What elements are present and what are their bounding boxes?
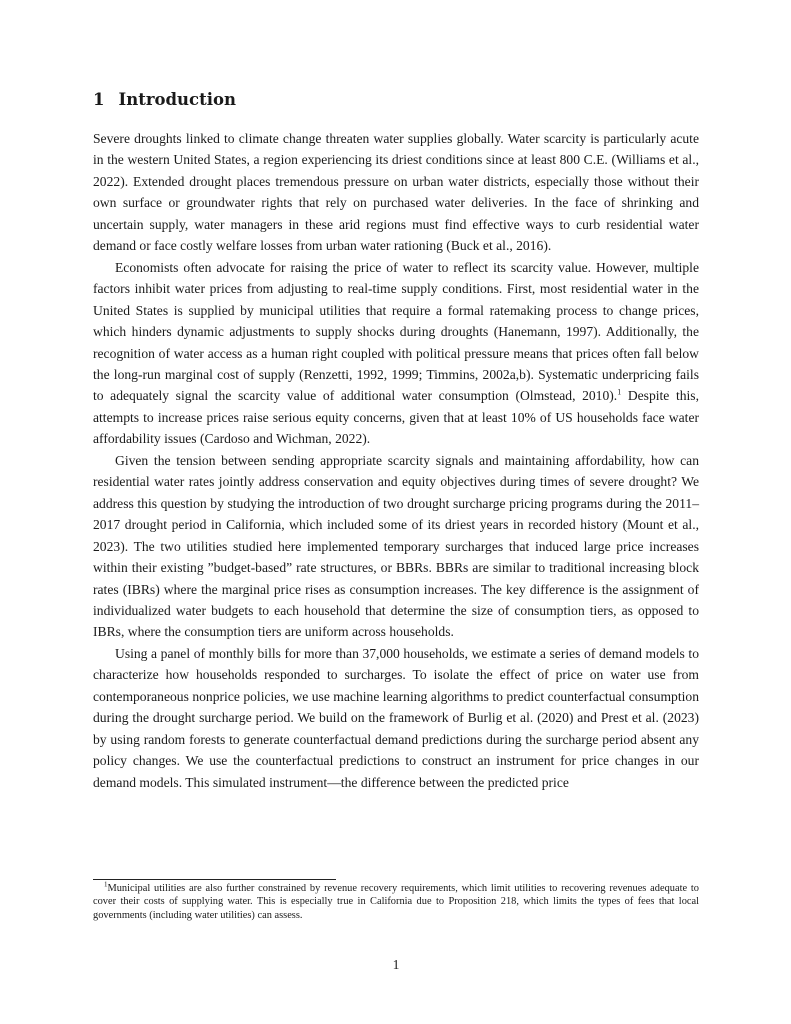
- footnote-marker: 1: [104, 880, 108, 889]
- paragraph-2: [93, 257, 699, 450]
- paragraph-3: Given the tension between sending appropriate scarcity signals and maintaining affordability, how can residential water rates jointly address conservation and equity objectives during times of severe drought? We address this question by studying the introduction of two drought surcharge pricing programs during the 2011–2017 drought period in California, which included some of its driest years in recorded history (Mount et al., 2023). The two utilities studied here implemented temporary surcharges that induced large price increases within their existing ”budget-based” rate structures, or BBRs. BBRs are similar to traditional increasing block rates (IBRs) where the marginal price rises as consumption increases. The key difference is the assignment of individualized water budgets to each household that determine the size of consumption tiers, as opposed to IBRs, where the consumption tiers are uniform across households.: [93, 452, 699, 640]
- section-number: 1: [93, 90, 105, 109]
- footnote-reference[interactable]: 1: [617, 387, 622, 397]
- footnote-rule: [93, 879, 336, 880]
- footnote-text: Municipal utilities are also further constrained by revenue recovery requirements, which limit utilities to recovering revenues adequate to cover their costs of supplying water. This is especially true in California due to Proposition 218, which limits the types of fees that local governments (including water utilities) can assess.: [93, 883, 699, 921]
- section-heading: [93, 90, 236, 109]
- body-text: [93, 128, 699, 793]
- paragraph-1: Severe droughts linked to climate change threaten water supplies globally. Water scarcity is particularly acute in the western United States, a region experiencing its driest conditions since at least 800 C.E. (Williams et al., 2022). Extended drought places tremendous pressure on urban water districts, especially those without their own surface or groundwater rights that rely on purchased water deliveries. In the face of shrinking and uncertain supply, water managers in these arid regions must find effective ways to curb residential water demand or face costly welfare losses from urban water rationing (Buck et al., 2016).: [93, 131, 699, 254]
- paragraph-2-continued: Despite this, attempts to increase prices raise serious equity concerns, given that at least 10% of US households face water affordability issues (Cardoso and Wichman, 2022).: [93, 388, 699, 447]
- section-title: Introduction: [118, 90, 236, 109]
- footnote: [93, 882, 699, 922]
- paragraph-4: Using a panel of monthly bills for more than 37,000 households, we estimate a series of demand models to characterize how households responded to surcharges. To isolate the effect of price on water use from contemporaneous nonprice policies, we use machine learning algorithms to predict counterfactual consumption during the drought surcharge period. We build on the framework of Burlig et al. (2020) and Prest et al. (2023) by using random forests to generate counterfactual demand predictions during the surcharge period absent any policy changes. We use the counterfactual predictions to construct an instrument for price changes in our demand models. This simulated instrument—the difference between the predicted price: [93, 645, 699, 790]
- page-number: 1: [392, 957, 400, 972]
- paragraph-2-main: Economists often advocate for raising the price of water to reflect its scarcity value. However, multiple factors inhibit water prices from adjusting to real-time supply conditions. First, most residential water in the United States is supplied by municipal utilities that require a formal ratemaking process to change prices, which hinders dynamic adjustments to supply shocks during droughts (Hanemann, 1997). Additionally, the recognition of water access as a human right coupled with political pressure means that prices often fall below the long-run marginal cost of supply (Renzetti, 1992, 1999; Timmins, 2002a,b). Systematic underpricing fails to adequately signal the scarcity value of additional water consumption (Olmstead, 2010).: [93, 259, 699, 404]
